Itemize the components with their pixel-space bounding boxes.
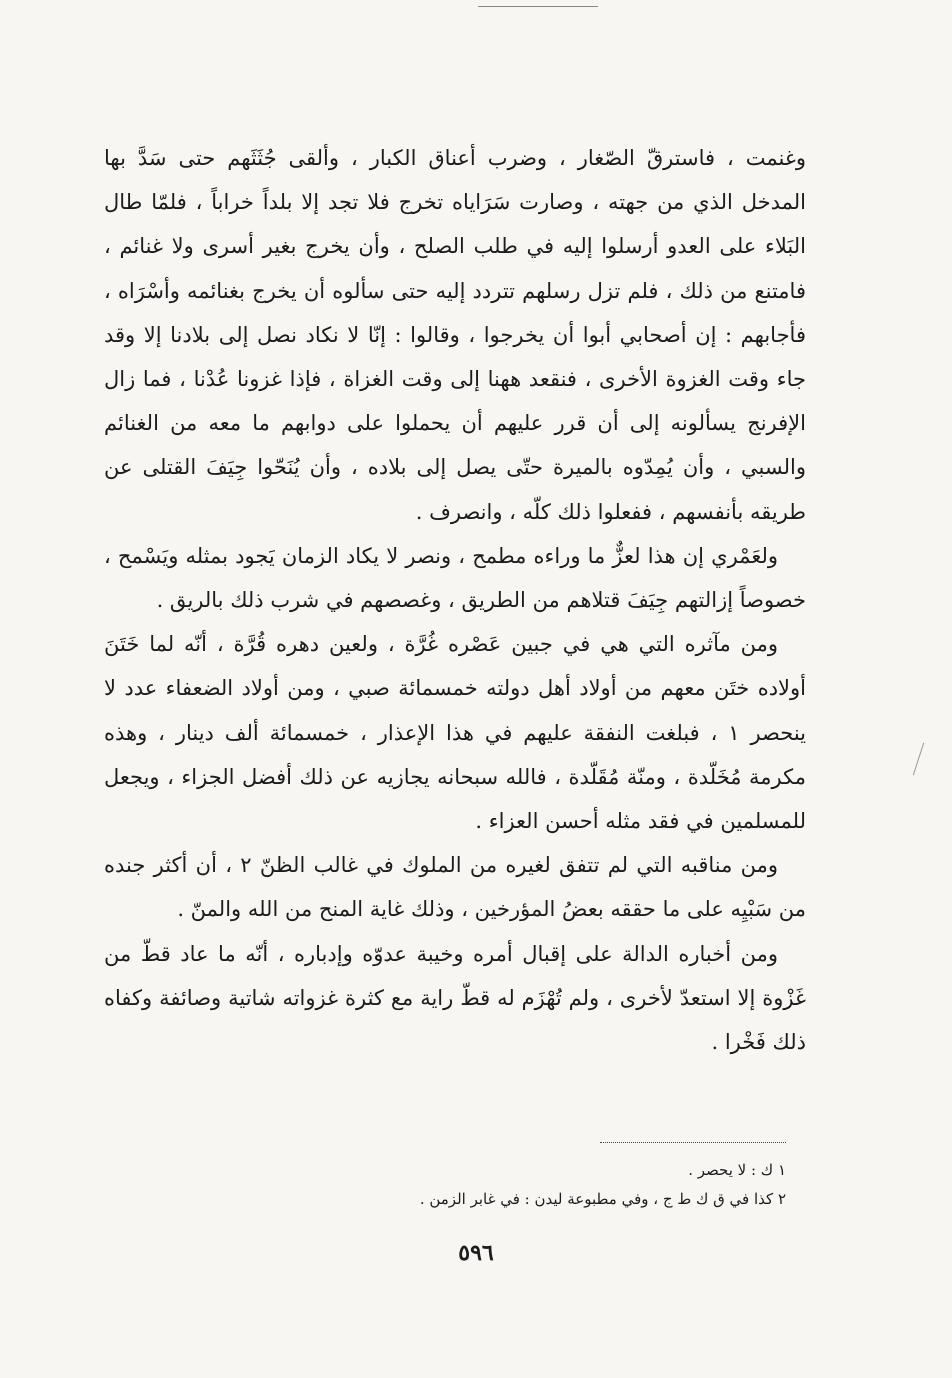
footnote-2: ٢ كذا في ق ك ط ج ، وفي مطبوعة ليدن : في غابر الزمن .: [419, 1190, 786, 1208]
footnote-separator: [600, 1142, 786, 1143]
footnotes: [300, 1156, 786, 1214]
margin-mark: [913, 743, 924, 776]
paragraph-5: ومن أخباره الدالة على إقبال أمره وخيبة عدوّه وإدباره ، أنّه ما عاد قطّ من غَزْوة إلا استعدّ لأخرى ، ولم تُهْزَم له قطّ راية مع كثرة غزواته شاتية وصائفة وكفاه ذلك فَخْرا .: [104, 941, 806, 1055]
paragraph-1: وغنمت ، فاسترقّ الصّغار ، وضرب أعناق الكبار ، وألقى جُثَثَهم حتى سَدَّ بها المدخل الذي من جهته ، وصارت سَرَاياه تخرج فلا تجد إلا بلداً خراباً ، فلمّا طال البَلاء على العدو أرسلوا إليه في طلب الصلح ، وأن يخرج بغير أسرى ولا غنائم ، فامتنع من ذلك ، فلم تزل رسلهم تتردد إليه حتى سألوه أن يخرج بغنائمه وأسْرَاه ، فأجابهم : إن أصحابي أبوا أن يخرجوا ، وقالوا : إنّا لا نكاد نصل إلى بلادنا إلا وقد جاء وقت الغزوة الأخرى ، فنقعد ههنا إلى وقت الغزاة ، فإذا غزونا عُدْنا ، فما زال الإفرنج يسألونه إلى أن قرر عليهم أن يحملوا على دوابهم ما معه من الغنائم والسبي ، وأن يُمِدّوه بالميرة حتّى يصل إلى بلاده ، وأن يُنَحّوا جِيَفَ القتلى عن طريقه بأنفسهم ، ففعلوا ذلك كلّه ، وانصرف .: [104, 146, 806, 524]
paragraph-2: ولعَمْري إن هذا لعزٌّ ما وراءه مطمح ، ونصر لا يكاد الزمان يَجود بمثله ويَسْمح ، خصوصاً إزالتهم جِيَفَ قتلاهم من الطريق ، وغصصهم في شرب ذلك بالريق .: [104, 543, 806, 613]
paragraph-4: ومن مناقبه التي لم تتفق لغيره من الملوك في غالب الظنّ ٢ ، أن أكثر جنده من سَبْيِه على ما حققه بعضُ المؤرخين ، وذلك غاية المنح من الله والمنّ .: [104, 853, 806, 922]
footnote-1: ١ ك : لا يحصر .: [688, 1161, 786, 1179]
paragraph-3: ومن مآثره التي هي في جبين عَصْره غُرَّة ، ولعين دهره قُرَّة ، أنّه لما خَتَنَ أولاده ختَن معهم من أولاد أهل دولته خمسمائة صبي ، ومن أولاد الضعفاء عدد لا ينحصر ١ ، فبلغت النفقة عليهم في هذا الإعذار ، خمسمائة ألف دينار ، وهذه مكرمة مُخَلّدة ، ومنّة مُقَلّدة ، فالله سبحانه يجازيه عن ذلك أفضل الجزاء ، ويجعل للمسلمين في فقد مثله أحسن العزاء .: [104, 632, 806, 834]
body-text: [104, 136, 806, 1064]
top-rule: [478, 6, 598, 7]
page-number: ٥٩٦: [458, 1240, 494, 1266]
page-body: [104, 136, 806, 1064]
